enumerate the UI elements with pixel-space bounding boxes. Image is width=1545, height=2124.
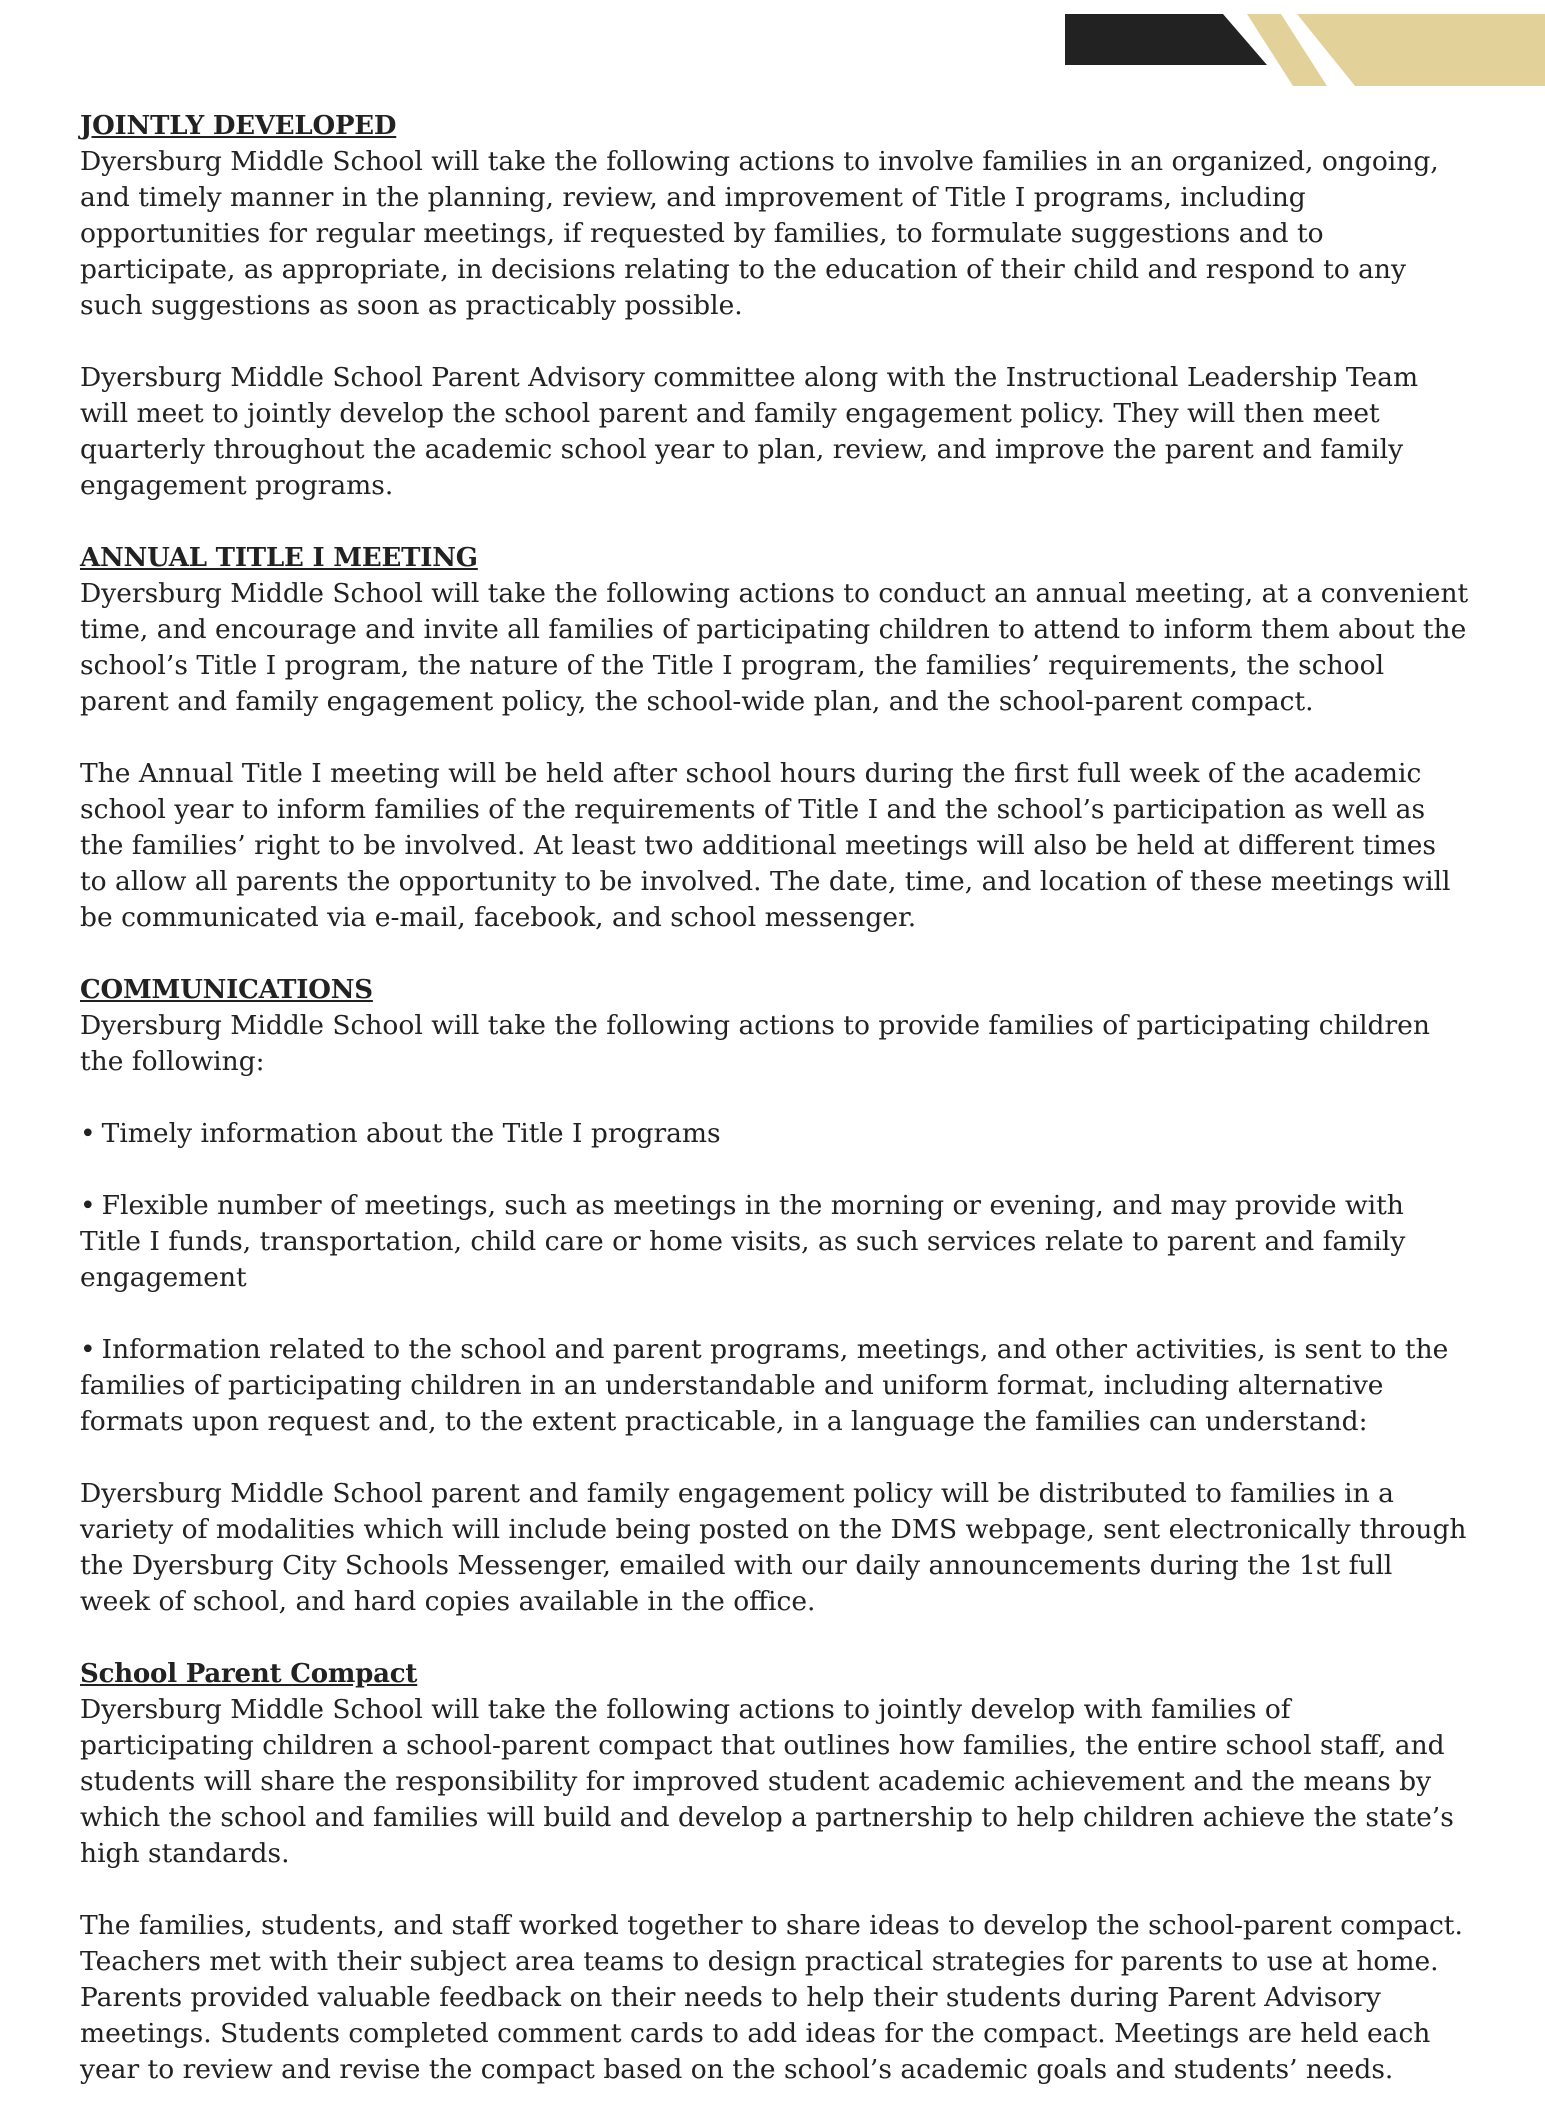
compact-paragraph-2: The families, students, and staff worked together to share ideas to develop the school-parent compact. Teachers met with their subject area teams to design practical strategies for parents to use at home. Parents provided valuable feedback on their needs to help their students during Parent Advisory meetings. Students completed comment cards to add ideas for the compact. Meetings are held each year to review and revise the compact based on the school’s academic goals and students’ needs. xyxy=(80,1910,1463,2085)
heading-school-parent-compact: School Parent Compact xyxy=(80,1659,418,1689)
section-annual-meeting xyxy=(80,540,1470,936)
communications-bullet-1 xyxy=(80,1116,1470,1152)
bullet-text: Flexible number of meetings, such as meetings in the morning or evening, and may provide with Title I funds, transportation, child care or home visits, as such services relate to parent and family engagement xyxy=(80,1190,1406,1293)
communications-paragraph-2: Dyersburg Middle School parent and family engagement policy will be distributed to families in a variety of modalities which will include being posted on the DMS webpage, sent electronically through the Dyersburg City Schools Messenger, emailed with our daily announcements during the 1st full week of school, and hard copies available in the office. xyxy=(80,1478,1467,1617)
bullet-mark: • xyxy=(80,1118,96,1149)
document-body xyxy=(80,108,1470,2124)
bullet-mark: • xyxy=(80,1334,96,1365)
section-school-parent-compact xyxy=(80,1656,1470,2088)
bullet-text: Information related to the school and parent programs, meetings, and other activities, is sent to the families of participating children in an understandable and uniform format, including alternative formats upon request and, to the extent practicable, in a language the families can understand: xyxy=(80,1334,1449,1437)
heading-communications: COMMUNICATIONS xyxy=(80,975,373,1005)
decor-dark-bar xyxy=(1065,14,1267,65)
heading-annual-title-i-meeting: ANNUAL TITLE I MEETING xyxy=(80,543,478,573)
decor-gold-bar xyxy=(1297,14,1545,86)
bullet-text: Timely information about the Title I programs xyxy=(101,1118,721,1149)
compact-paragraph-1: Dyersburg Middle School will take the following actions to jointly develop with families of participating children a school-parent compact that outlines how families, the entire school staff, and students will share the responsibility for improved student academic achievement and the means by which the school and families will build and develop a partnership to help children achieve the state’s high standards. xyxy=(80,1694,1454,1869)
section-jointly-developed xyxy=(80,108,1470,504)
jointly-developed-paragraph-2: Dyersburg Middle School Parent Advisory committee along with the Instructional Leadership Team will meet to jointly develop the school parent and family engagement policy. They will then meet quarterly throughout the academic school year to plan, review, and improve the parent and family engagement programs. xyxy=(80,362,1419,501)
annual-meeting-paragraph-2: The Annual Title I meeting will be held after school hours during the first full week of the academic school year to inform families of the requirements of Title I and the school’s participation as well as the families’ right to be involved. At least two additional meetings will also be held at different times to allow all parents the opportunity to be involved. The date, time, and location of these meetings will be communicated via e-mail, facebook, and school messenger. xyxy=(80,758,1451,933)
communications-paragraph-1: Dyersburg Middle School will take the following actions to provide families of participating children the following: xyxy=(80,1010,1430,1077)
corner-decoration xyxy=(1065,0,1545,90)
jointly-developed-paragraph-1: Dyersburg Middle School will take the following actions to involve families in an organized, ongoing, and timely manner in the planning, review, and improvement of Title I programs, including opportunities for regular meetings, if requested by families, to formulate suggestions and to participate, as appropriate, in decisions relating to the education of their child and respond to any such suggestions as soon as practicably possible. xyxy=(80,146,1439,321)
communications-bullet-2 xyxy=(80,1188,1470,1296)
bullet-mark: • xyxy=(80,1190,96,1221)
annual-meeting-paragraph-1: Dyersburg Middle School will take the following actions to conduct an annual meeting, at a convenient time, and encourage and invite all families of participating children to attend to inform them about the school’s Title I program, the nature of the Title I program, the families’ requirements, the school parent and family engagement policy, the school-wide plan, and the school-parent compact. xyxy=(80,578,1469,717)
communications-bullet-3 xyxy=(80,1332,1470,1440)
section-communications xyxy=(80,972,1470,1620)
heading-jointly-developed: JOINTLY DEVELOPED xyxy=(80,111,397,141)
